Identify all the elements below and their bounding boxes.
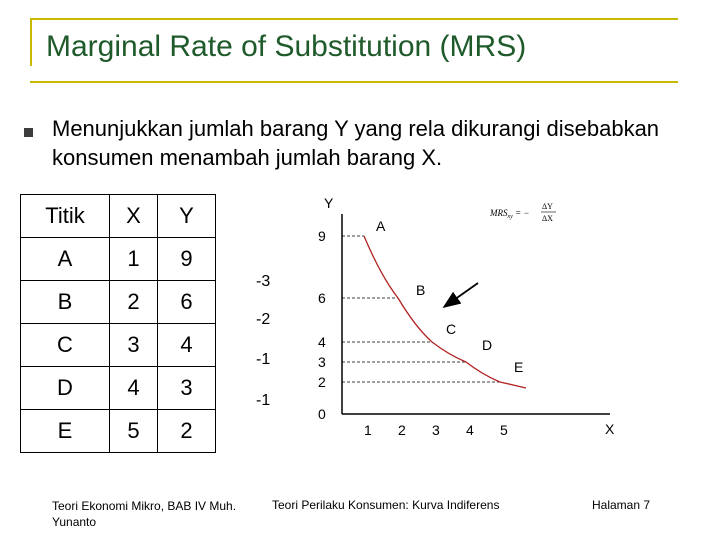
mrs-formula [489,202,556,223]
table-cell: 9 [158,238,216,281]
svg-text:ΔX: ΔX [542,214,553,223]
point-label: A [376,218,386,234]
table-row [21,324,216,367]
table-cell: D [21,367,110,410]
y-tick-label: 6 [318,290,326,306]
y-tick-label: 3 [318,354,326,370]
point-label: D [482,337,493,353]
title-rule [30,81,678,83]
x-tick-label: 4 [466,422,474,438]
table-header: Y [158,195,216,238]
point-label: E [514,359,524,375]
y-tick-label: 0 [318,406,326,422]
y-tick-label: 9 [318,228,326,244]
x-tick-label: 5 [500,422,508,438]
y-tick-label: 4 [318,334,326,350]
point-label: B [416,282,426,298]
guide-lines [342,236,500,382]
table-cell: 4 [158,324,216,367]
delta-y-label: -1 [256,351,271,368]
table-header-row [21,195,216,238]
table-cell: 3 [110,324,158,367]
table-cell: E [21,410,110,453]
y-tick-label: 2 [318,374,326,390]
bullet-text: Menunjukkan jumlah barang Y yang rela dikurangi disebabkan konsumen menambah jumlah barang X. [52,116,660,170]
footer-right: Halaman 7 [592,498,651,512]
delta-y-label: -1 [256,392,271,409]
table-cell: 5 [110,410,158,453]
x-tick-labels [364,422,508,438]
svg-text:MRSxy = −: $MRS_{xy}$ = − [490,208,530,220]
x-tick-label: 1 [364,422,372,438]
table-cell: A [21,238,110,281]
arrow-icon [444,283,478,307]
table-cell: 6 [158,281,216,324]
table-cell: 3 [158,367,216,410]
slide-title: Marginal Rate of Substitution (MRS) [46,30,527,63]
table-cell: 4 [110,367,158,410]
point-labels [376,218,523,375]
table-row [21,410,216,453]
table-cell: C [21,324,110,367]
bullet-square-icon [24,128,33,137]
footer-left: Teori Ekonomi Mikro, BAB IV Muh. Yunanto [52,499,237,529]
table-cell: 2 [158,410,216,453]
y-axis-label: Y [324,195,334,211]
table-row [21,367,216,410]
svg-text:ΔY: ΔY [542,202,553,211]
y-tick-labels [318,228,326,422]
point-label: C [446,321,457,337]
table-cell: B [21,281,110,324]
table-cell: 1 [110,238,158,281]
indifference-curve [364,236,526,388]
delta-y-label: -2 [256,311,271,328]
points-table [20,194,216,453]
x-tick-label: 3 [432,422,440,438]
table-row [21,238,216,281]
table-cell: 2 [110,281,158,324]
title-frame-left [30,18,32,66]
table-row [21,281,216,324]
x-axis-label: X [605,421,615,437]
title-frame-top [30,18,678,20]
table-header: X [110,195,158,238]
delta-y-label: -3 [256,273,271,290]
x-tick-label: 2 [398,422,406,438]
table-header: Titik [21,195,110,238]
footer-center: Teori Perilaku Konsumen: Kurva Indiferens [272,498,500,512]
indifference-curve-graph [280,186,640,456]
